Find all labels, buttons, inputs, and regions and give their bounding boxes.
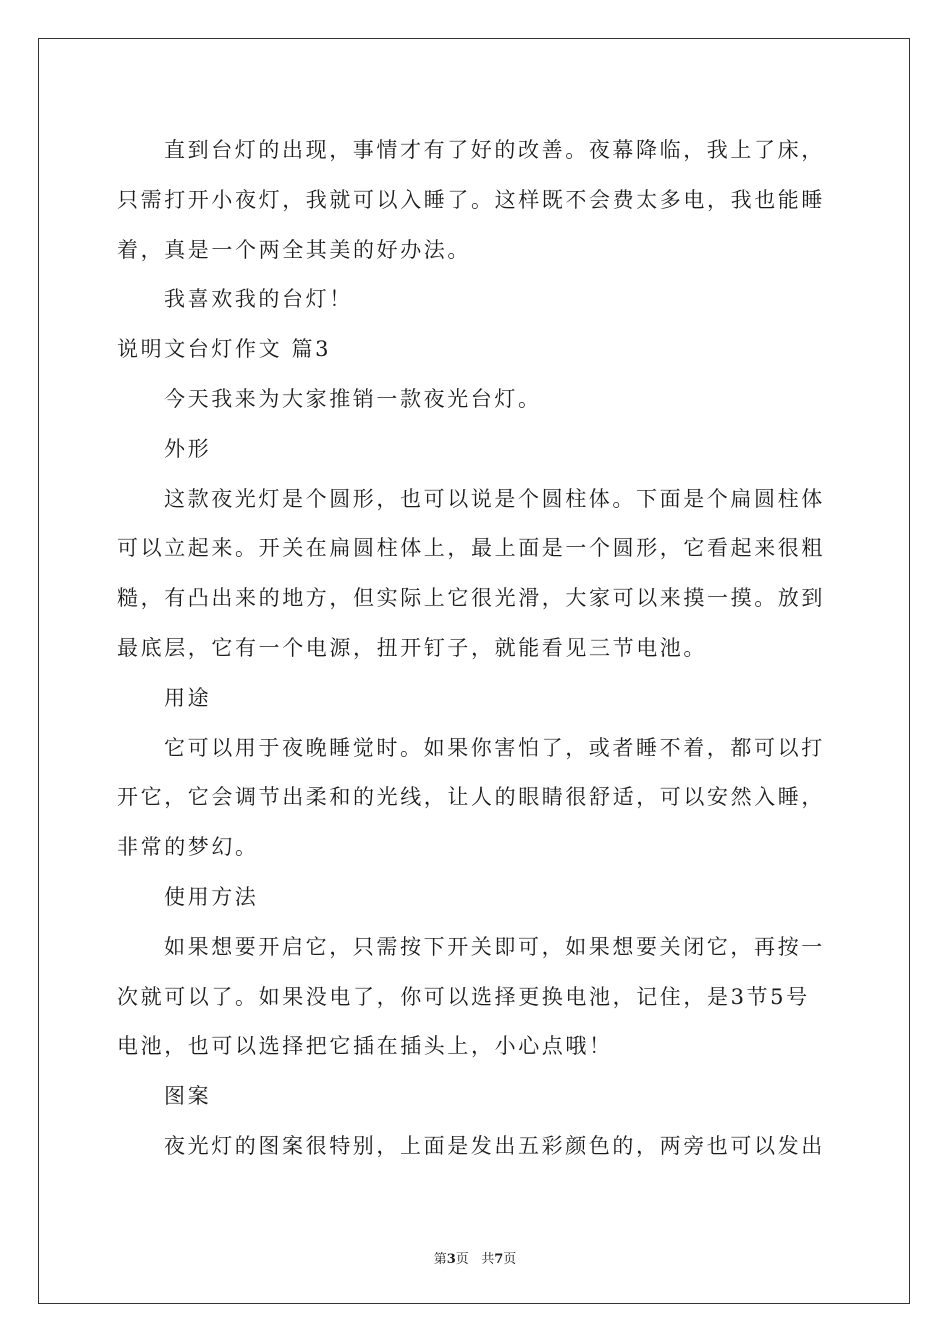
text-line: 着，真是一个两全其美的好办法。 <box>117 237 471 262</box>
text-line: 开它，它会调节出柔和的光线，让人的眼睛很舒适，可以安然入睡， <box>117 785 825 810</box>
footer-prefix: 第 <box>433 1252 447 1267</box>
text-line: 糙，有凸出来的地方，但实际上它很光滑，大家可以来摸一摸。放到 <box>117 586 825 611</box>
text-line: 可以立起来。开关在扁圆柱体上，最上面是一个圆形，它看起来很粗 <box>117 536 825 561</box>
text-line: 我喜欢我的台灯！ <box>164 287 353 312</box>
text-line: 直到台灯的出现，事情才有了好的改善。夜幕降临，我上了床， <box>164 138 825 162</box>
subheading: 外形 <box>164 436 212 461</box>
text-line: 电池，也可以选择把它插在插头上，小心点哦！ <box>117 1034 613 1059</box>
footer-page-suffix: 页 <box>455 1252 469 1267</box>
text-line: 夜光灯的图案很特别，上面是发出五彩颜色的，两旁也可以发出 <box>164 1133 825 1158</box>
footer-total-suffix: 页 <box>503 1252 517 1267</box>
page-footer <box>0 1248 950 1267</box>
text-line: 最底层，它有一个电源，扭开钉子，就能看见三节电池。 <box>117 635 707 660</box>
text-line: 这款夜光灯是个圆形，也可以说是个圆柱体。下面是个扁圆柱体 <box>164 486 825 511</box>
subheading: 使用方法 <box>164 884 259 909</box>
text-line: 今天我来为大家推销一款夜光台灯。 <box>164 386 542 411</box>
subheading: 用途 <box>164 685 212 710</box>
subheading: 图案 <box>164 1084 212 1109</box>
footer-total-prefix: 共 <box>481 1252 495 1267</box>
text-line: 非常的梦幻。 <box>117 835 259 860</box>
section-title: 说明文台灯作文 篇3 <box>117 337 332 362</box>
footer-current-page: 3 <box>446 1252 456 1267</box>
text-line: 次就可以了。如果没电了，你可以选择更换电池，记住，是3节5号 <box>117 984 810 1009</box>
document-body <box>117 126 837 1172</box>
text-line: 如果想要开启它，只需按下开关即可，如果想要关闭它，再按一 <box>164 934 825 959</box>
text-line: 只需打开小夜灯，我就可以入睡了。这样既不会费太多电，我也能睡 <box>117 187 825 212</box>
text-line: 它可以用于夜晚睡觉时。如果你害怕了，或者睡不着，都可以打 <box>164 735 825 760</box>
footer-total-pages: 7 <box>494 1252 504 1267</box>
